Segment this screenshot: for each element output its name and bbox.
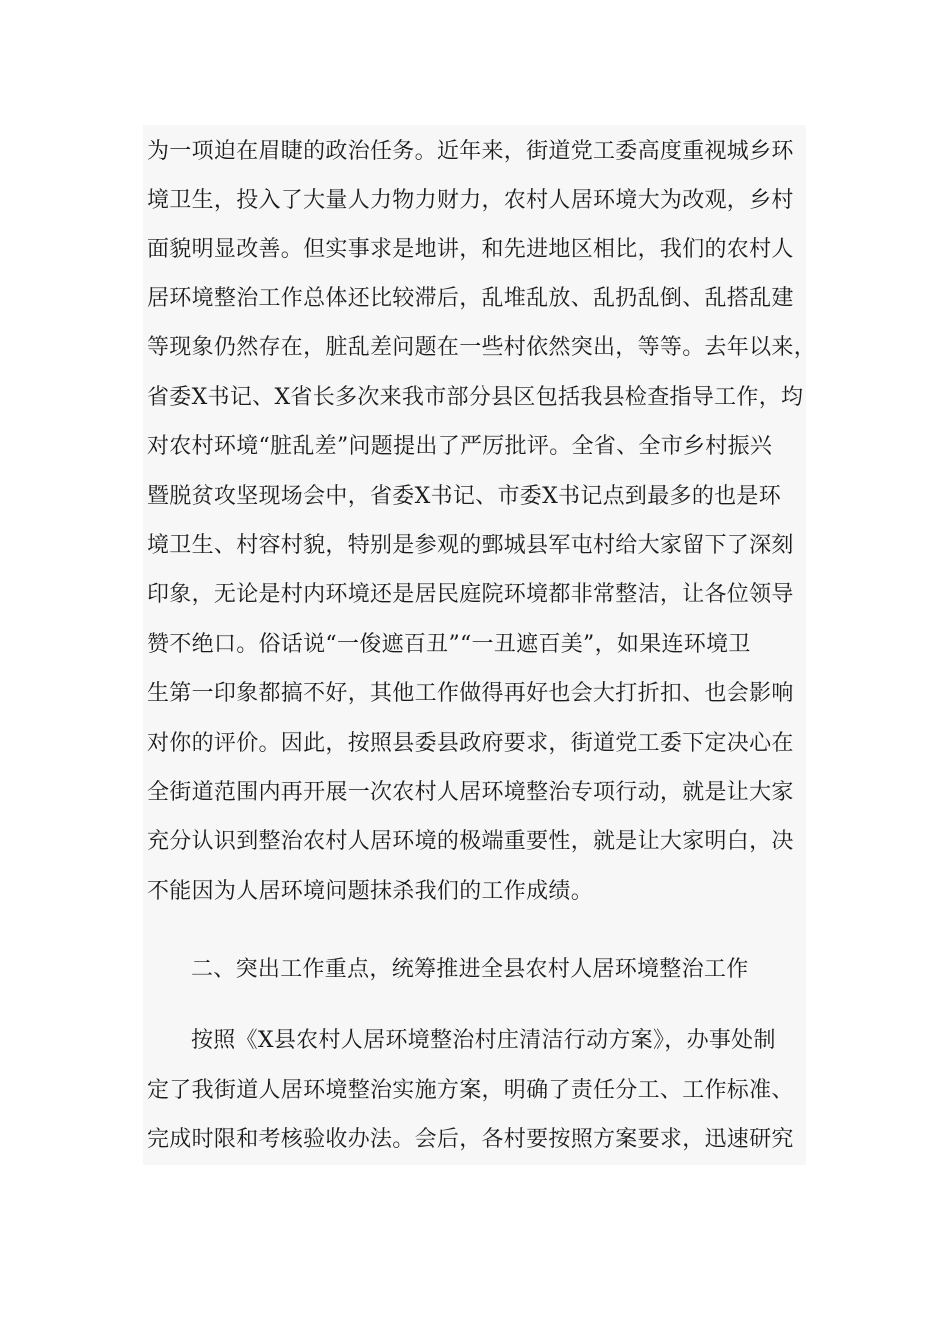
paragraph-line: 暨脱贫攻坚现场会中，省委X书记、市委X书记点到最多的也是环 bbox=[147, 484, 782, 509]
paragraph-line: 完成时限和考核验收办法。会后，各村要按照方案要求，迅速研究 bbox=[147, 1127, 794, 1152]
paragraph-line: 等现象仍然存在，脏乱差问题在一些村依然突出，等等。去年以来， bbox=[147, 335, 817, 360]
paragraph-line: 居环境整治工作总体还比较滞后，乱堆乱放、乱扔乱倒、乱搭乱建 bbox=[147, 286, 794, 311]
paragraph-line: 印象，无论是村内环境还是居民庭院环境都非常整洁，让各位领导 bbox=[147, 582, 794, 607]
paragraph-line: 对你的评价。因此，按照县委县政府要求，街道党工委下定决心在 bbox=[147, 731, 794, 756]
paragraph-line: 境卫生，投入了大量人力物力财力，农村人居环境大为改观，乡村 bbox=[147, 188, 794, 213]
paragraph-line: 境卫生、村容村貌，特别是参观的鄄城县军屯村给大家留下了深刻 bbox=[147, 533, 794, 558]
section-heading: 二、突出工作重点，统筹推进全县农村人居环境整治工作 bbox=[191, 957, 749, 982]
paragraph-line: 按照《X县农村人居环境整治村庄清洁行动方案》，办事处制 bbox=[191, 1028, 776, 1053]
paragraph-line: 不能因为人居环境问题抹杀我们的工作成绩。 bbox=[147, 879, 594, 904]
paragraph-line: 定了我街道人居环境整治实施方案，明确了责任分工、工作标准、 bbox=[147, 1078, 794, 1103]
paragraph-line: 面貌明显改善。但实事求是地讲，和先进地区相比，我们的农村人 bbox=[147, 237, 794, 262]
paragraph-line: 赞不绝口。俗话说“一俊遮百丑”“一丑遮百美”，如果连环境卫 bbox=[147, 632, 751, 657]
paragraph-line: 为一项迫在眉睫的政治任务。近年来，街道党工委高度重视城乡环 bbox=[147, 139, 794, 164]
paragraph-line: 生第一印象都搞不好，其他工作做得再好也会大打折扣、也会影响 bbox=[147, 681, 794, 706]
paragraph-line: 对农村环境“脏乱差”问题提出了严厉批评。全省、全市乡村振兴 bbox=[147, 434, 773, 459]
paragraph-line: 全街道范围内再开展一次农村人居环境整治专项行动，就是让大家 bbox=[147, 780, 794, 805]
paragraph-line: 省委X书记、X省长多次来我市部分县区包括我县检查指导工作，均 bbox=[147, 385, 804, 410]
paragraph-line: 充分认识到整治农村人居环境的极端重要性，就是让大家明白，决 bbox=[147, 829, 794, 854]
